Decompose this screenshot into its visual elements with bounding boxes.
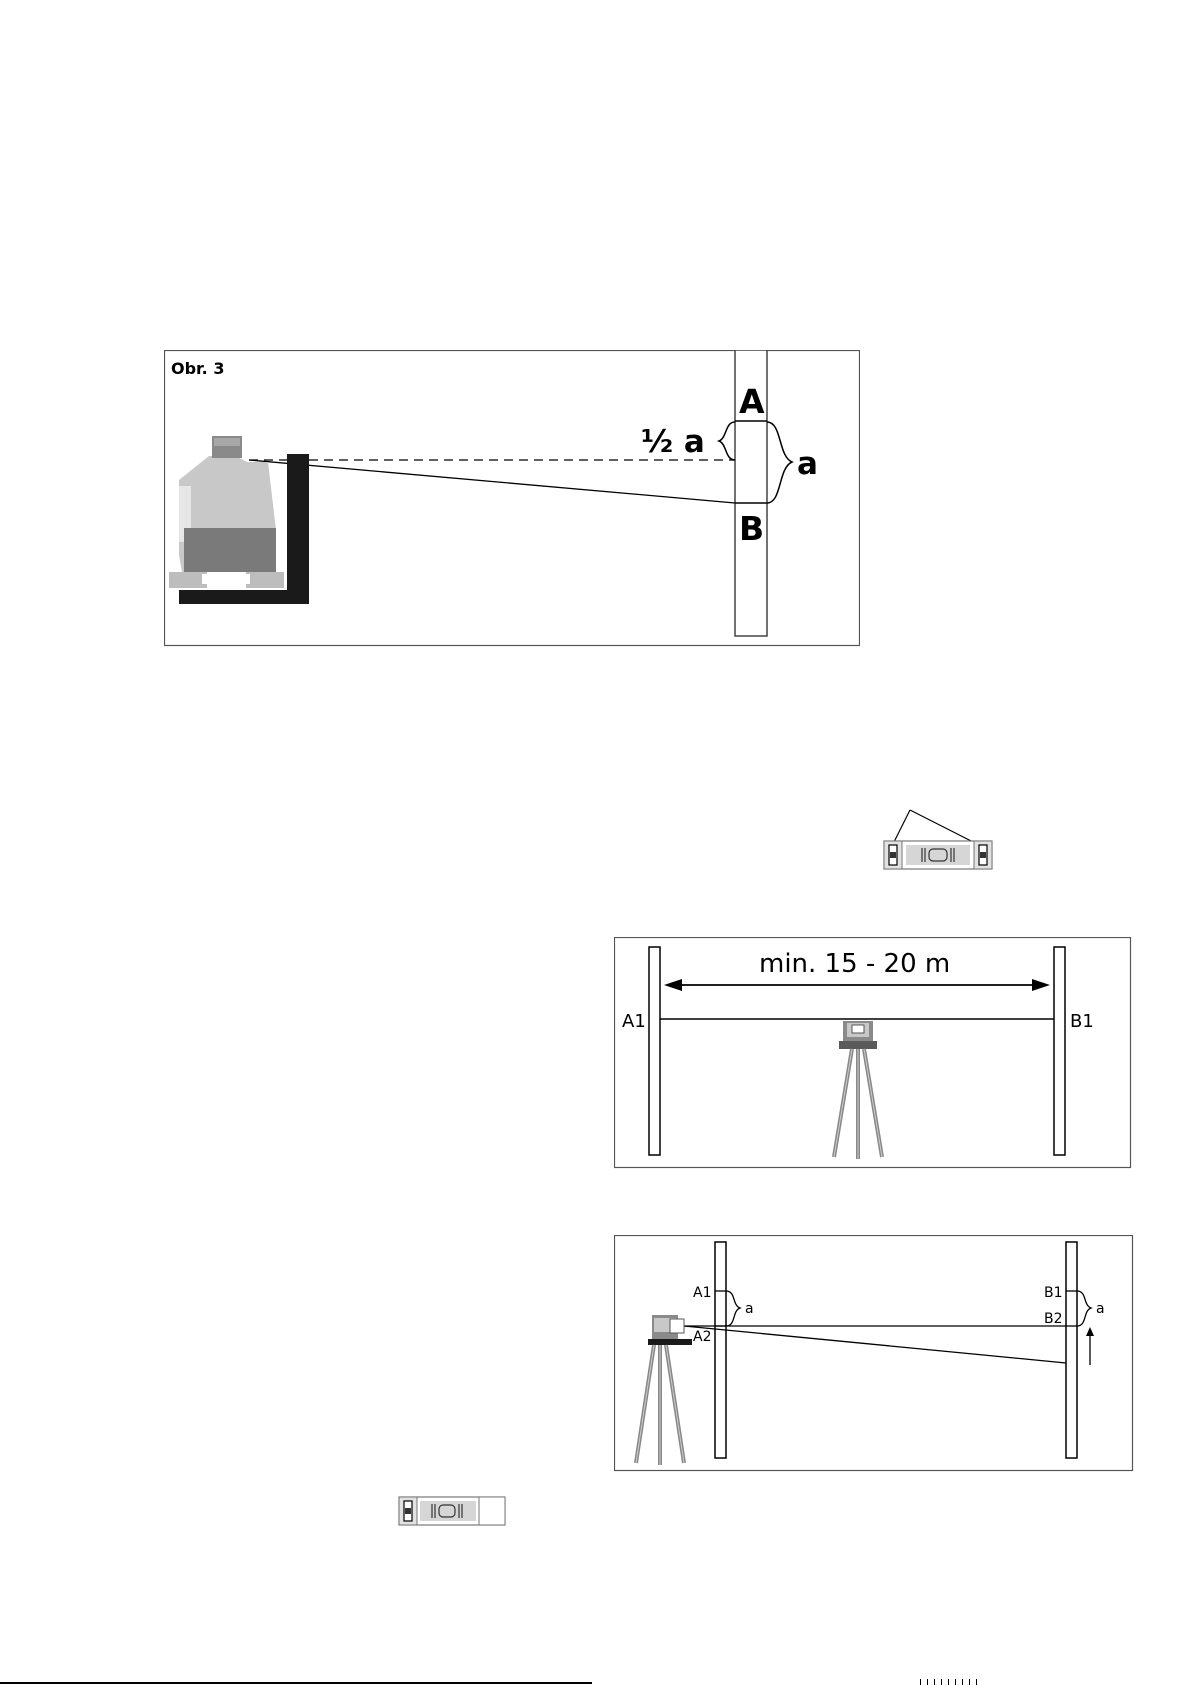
level-vial-bottom <box>398 1496 508 1528</box>
figure-caption: Obr. 3 <box>171 359 225 378</box>
a-left-label: a <box>745 1301 754 1317</box>
pole-a1 <box>649 947 660 1155</box>
figure-3 <box>164 350 860 650</box>
a2-label: A2 <box>693 1329 712 1345</box>
footer-marks <box>920 1679 980 1685</box>
b2-label: B2 <box>1044 1311 1063 1327</box>
point-a-label: A <box>739 382 765 421</box>
level-vial-top <box>880 808 1000 872</box>
figure-adjustment <box>614 1235 1134 1473</box>
a-label: a <box>797 446 818 482</box>
point-b-label: B <box>739 509 765 548</box>
half-a-label: ½ a <box>641 424 705 460</box>
footer-rule <box>0 1682 592 1684</box>
pointer-line-left <box>893 810 910 844</box>
a-right-label: a <box>1096 1301 1105 1317</box>
a1-label: A1 <box>693 1285 712 1301</box>
distance-label: min. 15 - 20 m <box>759 949 951 979</box>
b1-label: B1 <box>1044 1285 1063 1301</box>
pole-a <box>715 1242 726 1458</box>
figure-distance <box>614 937 1132 1169</box>
pole-b1 <box>1054 947 1065 1155</box>
b1-label: B1 <box>1070 1011 1094 1032</box>
a1-label: A1 <box>622 1011 646 1032</box>
pole-b <box>1066 1242 1077 1458</box>
